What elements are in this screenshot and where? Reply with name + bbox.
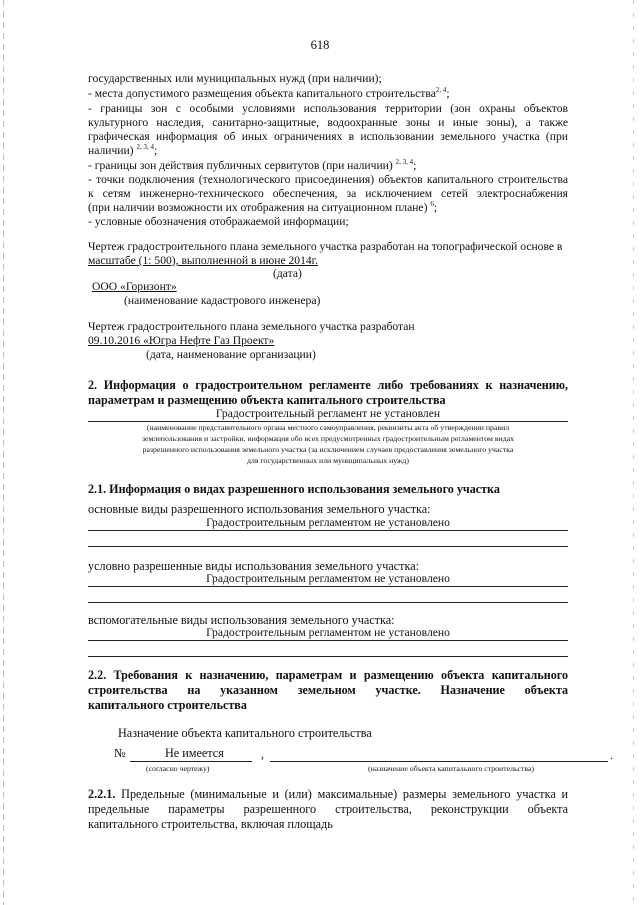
- intro-line-2: - места допустимого размещения объекта капитального строительства$^{2, 4}$;: [88, 86, 450, 100]
- scan-edge-right: [633, 0, 634, 905]
- conditional-uses-label: условно разрешенные виды использования земельного участка:: [88, 559, 420, 573]
- number-prefix: №: [114, 746, 126, 760]
- main-uses-underline-2: [88, 546, 568, 547]
- auxiliary-uses-value: Градостроительным регламентом не установлено: [206, 626, 450, 639]
- regulation-underline: [88, 421, 568, 422]
- intro-line-8: - точки подключения (технологического присоединения) объектов капитального строительства: [88, 173, 568, 186]
- drawing-date-label: (дата): [273, 267, 302, 280]
- auxiliary-uses-underline-1: [88, 640, 568, 641]
- number-underline: [130, 761, 252, 762]
- intro-line-1: государственных или муниципальных нужд (при наличии);: [88, 72, 382, 85]
- engineer-name: ООО «Горизонт»: [92, 280, 177, 293]
- page-number: 618: [310, 38, 330, 52]
- section-2-2-1-line-2: предельные параметры разрешенного строительства, реконструкции объекта: [88, 802, 568, 816]
- conditional-uses-underline-1: [88, 586, 568, 587]
- drawing-scale: масштабе (1: 500), выполненной в июне 2014г.: [88, 254, 319, 267]
- section-2-1-heading: 2.1. Информация о видах разрешенного использования земельного участка: [88, 482, 500, 496]
- regulation-note-4: для государственных или муниципальных нужд): [246, 456, 409, 465]
- intro-line-9: к сетям инженерно-технического обеспечения, за исключением сетей электроснабжения: [88, 187, 568, 200]
- conditional-uses-value: Градостроительным регламентом не установлено: [206, 572, 450, 585]
- organization: 09.10.2016 «Югра Нефте Газ Проект»: [88, 334, 275, 347]
- purpose-underline: [270, 761, 608, 762]
- intro-line-6: наличии) $^{2, 3, 4}$;: [88, 143, 158, 157]
- section-2-2-heading-2: строительства на указанном земельном участке. Назначение объекта: [88, 683, 568, 697]
- intro-line-5: графическая информация об иных ограничениях в использовании земельного участка (при: [88, 130, 568, 143]
- purpose-dot: .: [610, 749, 613, 762]
- auxiliary-uses-underline-2: [88, 656, 568, 657]
- scan-edge-left: [3, 0, 4, 905]
- drawing-line-3: Чертеж градостроительного плана земельного участка разработан: [88, 320, 415, 333]
- section-2-2-1-line-1: 2.2.1. Предельные (минимальные и (или) максимальные) размеры земельного участка и: [88, 787, 568, 801]
- section-2-heading-1: 2. Информация о градостроительном регламенте либо требованиях к назначению,: [88, 378, 568, 392]
- conditional-uses-underline-2: [88, 602, 568, 603]
- regulation-note-3: разрешенного использования земельного участка (за исключением случаев предоставления земельного участка: [142, 445, 514, 454]
- engineer-label: (наименование кадастрового инженера): [124, 294, 321, 307]
- intro-line-7: - границы зон действия публичных сервитутов (при наличии) $^{2, 3, 4}$;: [88, 158, 417, 172]
- regulation-note-1: (наименование представительного органа местного самоуправления, реквизиты акта об утверждении правил: [146, 423, 510, 432]
- intro-line-11: - условные обозначения отображаемой информации;: [88, 215, 349, 228]
- auxiliary-uses-label: вспомогательные виды использования земельного участка:: [88, 613, 395, 627]
- number-comma: ,: [261, 748, 264, 761]
- main-uses-underline-1: [88, 530, 568, 531]
- regulation-value: Градостроительный регламент не установлен: [215, 407, 441, 420]
- intro-line-3: - границы зон с особыми условиями использования территории (зон охраны объектов: [88, 102, 568, 115]
- section-2-2-1-line-3: капитального строительства, включая площадь: [88, 817, 333, 831]
- main-uses-value: Градостроительным регламентом не установлено: [206, 516, 450, 529]
- main-uses-label: основные виды разрешенного использования земельного участка:: [88, 502, 431, 516]
- regulation-note-2: землепользования и застройки, информация обо всех предусмотренных градостроительным регламентом видах: [141, 434, 515, 443]
- number-value: Не имеется: [165, 746, 224, 760]
- section-2-2-heading-3: капитального строительства: [88, 698, 247, 712]
- organization-label: (дата, наименование организации): [146, 348, 316, 361]
- drawing-line-1: Чертеж градостроительного плана земельного участка разработан на топографической основе в: [88, 240, 563, 253]
- intro-line-10: (при наличии возможности их отображения на ситуационном плане) $^6$;: [88, 200, 438, 214]
- intro-line-4: культурного наследия, санитарно-защитные, водоохранные зоны и иные зоны), а также: [88, 116, 568, 129]
- section-2-heading-2: параметрам и размещению объекта капитального строительства: [88, 393, 446, 407]
- section-2-2-heading-1: 2.2. Требования к назначению, параметрам и размещению объекта капитального: [88, 668, 568, 682]
- number-caption: (согласно чертежу): [146, 764, 210, 773]
- purpose-caption: (назначение объекта капитального строительства): [368, 764, 535, 773]
- purpose-label: Назначение объекта капитального строительства: [118, 726, 372, 740]
